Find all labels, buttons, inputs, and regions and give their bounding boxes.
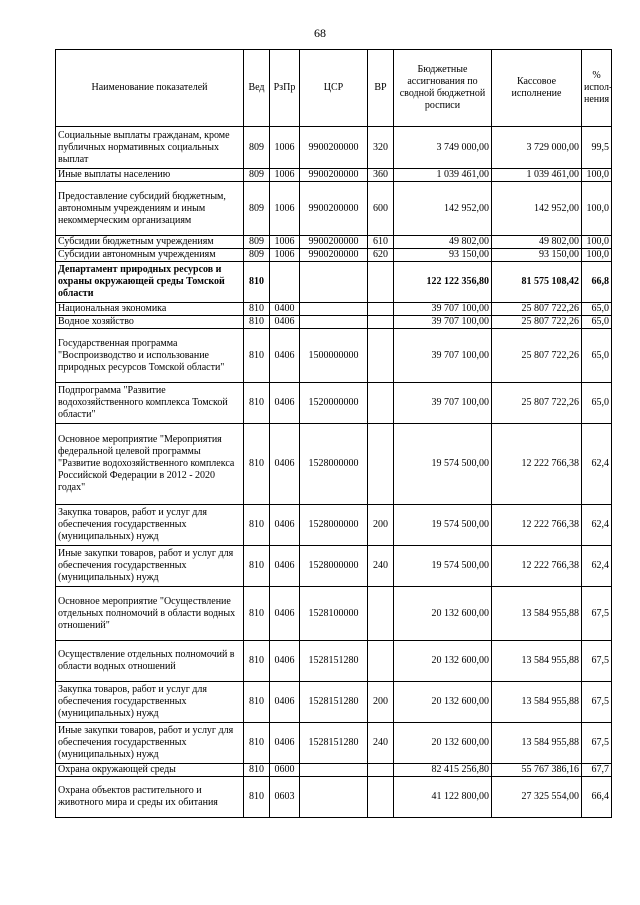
row-percent: 100,0 [582, 169, 612, 182]
row-vr [368, 777, 394, 818]
row-name: Охрана окружающей среды [56, 764, 244, 777]
row-percent: 65,0 [582, 303, 612, 316]
row-ved: 809 [244, 169, 270, 182]
row-ved: 810 [244, 546, 270, 587]
row-ved: 810 [244, 424, 270, 505]
row-name: Социальные выплаты гражданам, кроме публичных нормативных социальных выплат [56, 127, 244, 169]
row-ved: 810 [244, 777, 270, 818]
row-vr [368, 424, 394, 505]
row-assignments: 20 132 600,00 [394, 587, 492, 641]
row-vr: 240 [368, 546, 394, 587]
row-cash-execution: 13 584 955,88 [492, 641, 582, 682]
row-rzpr [270, 262, 300, 303]
row-rzpr: 0406 [270, 424, 300, 505]
table-row [56, 169, 612, 182]
row-name: Иные выплаты населению [56, 169, 244, 182]
row-rzpr: 0600 [270, 764, 300, 777]
row-name: Иные закупки товаров, работ и услуг для обеспечения государственных (муниципальных) нужд [56, 546, 244, 587]
row-vr [368, 587, 394, 641]
row-percent: 67,5 [582, 641, 612, 682]
row-percent: 62,4 [582, 505, 612, 546]
row-cash-execution: 55 767 386,16 [492, 764, 582, 777]
table-row [56, 424, 612, 505]
row-vr: 200 [368, 505, 394, 546]
row-name: Предоставление субсидий бюджетным, автономным учреждениям и иным некоммерческим организациям [56, 182, 244, 236]
row-ved: 810 [244, 587, 270, 641]
table-row [56, 262, 612, 303]
row-assignments: 3 749 000,00 [394, 127, 492, 169]
row-cash-execution: 27 325 554,00 [492, 777, 582, 818]
row-assignments: 142 952,00 [394, 182, 492, 236]
row-csr: 1528151280 [300, 723, 368, 764]
row-assignments: 20 132 600,00 [394, 641, 492, 682]
row-ved: 810 [244, 329, 270, 383]
row-csr: 1528151280 [300, 641, 368, 682]
table-row [56, 249, 612, 262]
table-row [56, 641, 612, 682]
row-cash-execution: 1 039 461,00 [492, 169, 582, 182]
row-csr: 1528000000 [300, 546, 368, 587]
row-cash-execution: 81 575 108,42 [492, 262, 582, 303]
row-cash-execution: 3 729 000,00 [492, 127, 582, 169]
row-assignments: 19 574 500,00 [394, 505, 492, 546]
row-percent: 67,7 [582, 764, 612, 777]
table-row [56, 777, 612, 818]
row-csr [300, 764, 368, 777]
row-vr [368, 641, 394, 682]
row-csr: 9900200000 [300, 169, 368, 182]
row-rzpr: 0406 [270, 316, 300, 329]
row-csr: 1500000000 [300, 329, 368, 383]
row-rzpr: 1006 [270, 127, 300, 169]
header-cash-execution: Кассовое исполнение [492, 50, 582, 127]
row-cash-execution: 12 222 766,38 [492, 505, 582, 546]
row-assignments: 39 707 100,00 [394, 383, 492, 424]
row-assignments: 41 122 800,00 [394, 777, 492, 818]
row-percent: 100,0 [582, 249, 612, 262]
row-name: Закупка товаров, работ и услуг для обеспечения государственных (муниципальных) нужд [56, 505, 244, 546]
row-name: Государственная программа "Воспроизводство и использование природных ресурсов Томской области" [56, 329, 244, 383]
row-percent: 65,0 [582, 383, 612, 424]
row-ved: 810 [244, 262, 270, 303]
row-assignments: 39 707 100,00 [394, 303, 492, 316]
row-assignments: 49 802,00 [394, 236, 492, 249]
row-cash-execution: 25 807 722,26 [492, 303, 582, 316]
header-name: Наименование показателей [56, 50, 244, 127]
header-percent: % испол-нения [582, 50, 612, 127]
table-row [56, 316, 612, 329]
row-percent: 100,0 [582, 236, 612, 249]
row-percent: 65,0 [582, 316, 612, 329]
header-assignments: Бюджетные ассигнования по сводной бюджетной росписи [394, 50, 492, 127]
row-cash-execution: 25 807 722,26 [492, 316, 582, 329]
header-csr: ЦСР [300, 50, 368, 127]
row-vr: 600 [368, 182, 394, 236]
row-percent: 100,0 [582, 182, 612, 236]
row-ved: 810 [244, 641, 270, 682]
row-percent: 67,5 [582, 723, 612, 764]
row-rzpr: 1006 [270, 249, 300, 262]
row-name: Департамент природных ресурсов и охраны окружающей среды Томской области [56, 262, 244, 303]
row-percent: 66,8 [582, 262, 612, 303]
row-csr: 1528100000 [300, 587, 368, 641]
row-ved: 810 [244, 316, 270, 329]
row-rzpr: 0406 [270, 383, 300, 424]
row-percent: 62,4 [582, 546, 612, 587]
row-name: Основное мероприятие "Мероприятия федеральной целевой программы "Развитие водохозяйственного комплекса Российской Федерации в 2012 - 2020 годах" [56, 424, 244, 505]
row-cash-execution: 12 222 766,38 [492, 424, 582, 505]
row-csr: 9900200000 [300, 249, 368, 262]
row-cash-execution: 13 584 955,88 [492, 587, 582, 641]
row-csr: 1528000000 [300, 505, 368, 546]
row-assignments: 20 132 600,00 [394, 723, 492, 764]
row-assignments: 82 415 256,80 [394, 764, 492, 777]
row-name: Основное мероприятие "Осуществление отдельных полномочий в области водных отношений" [56, 587, 244, 641]
table-row [56, 587, 612, 641]
row-assignments: 20 132 600,00 [394, 682, 492, 723]
row-name: Национальная экономика [56, 303, 244, 316]
row-vr: 360 [368, 169, 394, 182]
budget-table [55, 49, 612, 818]
row-vr: 620 [368, 249, 394, 262]
table-row [56, 182, 612, 236]
table-header-row [56, 50, 612, 127]
row-vr [368, 383, 394, 424]
row-name: Подпрограмма "Развитие водохозяйственного комплекса Томской области" [56, 383, 244, 424]
row-ved: 809 [244, 249, 270, 262]
row-cash-execution: 13 584 955,88 [492, 682, 582, 723]
row-csr [300, 262, 368, 303]
row-rzpr: 0603 [270, 777, 300, 818]
row-vr [368, 262, 394, 303]
row-rzpr: 0406 [270, 546, 300, 587]
row-rzpr: 0406 [270, 587, 300, 641]
row-ved: 810 [244, 682, 270, 723]
row-vr [368, 303, 394, 316]
row-name: Субсидии бюджетным учреждениям [56, 236, 244, 249]
row-vr: 610 [368, 236, 394, 249]
row-rzpr: 0406 [270, 505, 300, 546]
table-row [56, 723, 612, 764]
row-cash-execution: 12 222 766,38 [492, 546, 582, 587]
header-vr: ВР [368, 50, 394, 127]
row-name: Водное хозяйство [56, 316, 244, 329]
row-cash-execution: 142 952,00 [492, 182, 582, 236]
row-cash-execution: 93 150,00 [492, 249, 582, 262]
row-rzpr: 0400 [270, 303, 300, 316]
header-ved: Вед [244, 50, 270, 127]
row-rzpr: 1006 [270, 236, 300, 249]
row-csr: 1528151280 [300, 682, 368, 723]
row-csr [300, 303, 368, 316]
row-assignments: 93 150,00 [394, 249, 492, 262]
row-name: Иные закупки товаров, работ и услуг для обеспечения государственных (муниципальных) нужд [56, 723, 244, 764]
row-name: Закупка товаров, работ и услуг для обеспечения государственных (муниципальных) нужд [56, 682, 244, 723]
row-vr: 320 [368, 127, 394, 169]
table-row [56, 383, 612, 424]
row-percent: 67,5 [582, 587, 612, 641]
row-csr [300, 316, 368, 329]
row-percent: 65,0 [582, 329, 612, 383]
row-cash-execution: 13 584 955,88 [492, 723, 582, 764]
table-row [56, 764, 612, 777]
row-vr: 240 [368, 723, 394, 764]
row-vr: 200 [368, 682, 394, 723]
row-ved: 809 [244, 182, 270, 236]
table-row [56, 127, 612, 169]
row-rzpr: 0406 [270, 682, 300, 723]
row-cash-execution: 49 802,00 [492, 236, 582, 249]
row-rzpr: 0406 [270, 641, 300, 682]
row-csr [300, 777, 368, 818]
row-assignments: 19 574 500,00 [394, 424, 492, 505]
table-row [56, 505, 612, 546]
row-assignments: 39 707 100,00 [394, 329, 492, 383]
row-name: Субсидии автономным учреждениям [56, 249, 244, 262]
row-vr [368, 764, 394, 777]
row-cash-execution: 25 807 722,26 [492, 329, 582, 383]
row-assignments: 1 039 461,00 [394, 169, 492, 182]
row-percent: 67,5 [582, 682, 612, 723]
row-percent: 99,5 [582, 127, 612, 169]
row-csr: 9900200000 [300, 236, 368, 249]
row-rzpr: 1006 [270, 169, 300, 182]
row-rzpr: 1006 [270, 182, 300, 236]
row-name: Охрана объектов растительного и животного мира и среды их обитания [56, 777, 244, 818]
row-ved: 810 [244, 383, 270, 424]
page-number: 68 [314, 26, 326, 40]
row-ved: 810 [244, 723, 270, 764]
row-ved: 809 [244, 236, 270, 249]
row-ved: 809 [244, 127, 270, 169]
row-ved: 810 [244, 764, 270, 777]
table-row [56, 236, 612, 249]
row-ved: 810 [244, 505, 270, 546]
table-row [56, 546, 612, 587]
row-assignments: 19 574 500,00 [394, 546, 492, 587]
table-row [56, 329, 612, 383]
row-vr [368, 316, 394, 329]
row-percent: 66,4 [582, 777, 612, 818]
row-rzpr: 0406 [270, 723, 300, 764]
row-ved: 810 [244, 303, 270, 316]
table-row [56, 682, 612, 723]
row-name: Осуществление отдельных полномочий в области водных отношений [56, 641, 244, 682]
row-percent: 62,4 [582, 424, 612, 505]
row-csr: 1520000000 [300, 383, 368, 424]
row-assignments: 122 122 356,80 [394, 262, 492, 303]
row-assignments: 39 707 100,00 [394, 316, 492, 329]
row-csr: 1528000000 [300, 424, 368, 505]
row-csr: 9900200000 [300, 182, 368, 236]
row-csr: 9900200000 [300, 127, 368, 169]
table-row [56, 303, 612, 316]
row-cash-execution: 25 807 722,26 [492, 383, 582, 424]
row-rzpr: 0406 [270, 329, 300, 383]
header-rzpr: РзПр [270, 50, 300, 127]
row-vr [368, 329, 394, 383]
